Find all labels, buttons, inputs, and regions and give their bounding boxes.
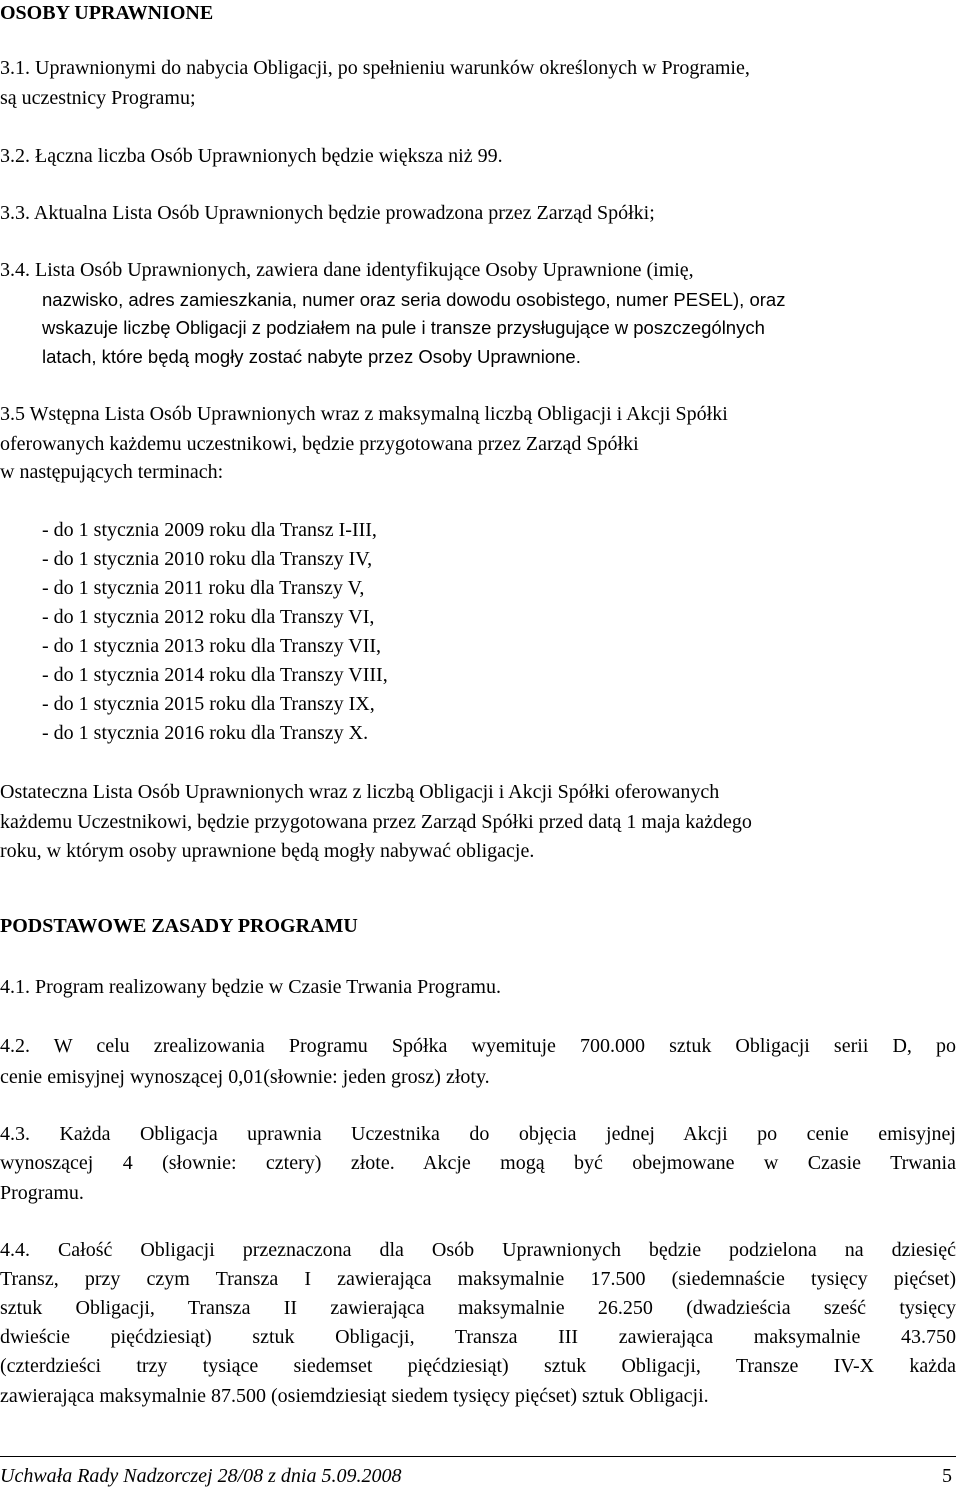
footer-divider [0, 1456, 956, 1457]
paragraph-4-4-line-3: sztuk Obligacji, Transza II zawierająca maksymalnie 26.250 (dwadzieścia sześć tysięcy [0, 1297, 956, 1319]
page-number: 5 [942, 1465, 952, 1487]
paragraph-3-1-line-1: 3.1. Uprawnionymi do nabycia Obligacji, po spełnieniu warunków określonych w Programie, [0, 57, 750, 79]
paragraph-4-3-line-3: Programu. [0, 1182, 84, 1204]
paragraph-3-4-line-4: latach, które będą mogły zostać nabyte przez Osoby Uprawnione. [42, 346, 581, 367]
list-item: - do 1 stycznia 2010 roku dla Transzy IV, [42, 548, 373, 570]
final-list-line-2: każdemu Uczestnikowi, będzie przygotowana przez Zarząd Spółki przed datą 1 maja każdego [0, 811, 752, 833]
paragraph-3-2: 3.2. Łączna liczba Osób Uprawnionych będzie większa niż 99. [0, 145, 503, 167]
list-item: - do 1 stycznia 2011 roku dla Transzy V, [42, 577, 365, 599]
list-item: - do 1 stycznia 2016 roku dla Transzy X. [42, 722, 369, 744]
section-heading-osoby-uprawnione: OSOBY UPRAWNIONE [0, 2, 214, 24]
paragraph-3-1-line-2: są uczestnicy Programu; [0, 87, 196, 109]
paragraph-3-4-line-1: 3.4. Lista Osób Uprawnionych, zawiera dane identyfikujące Osoby Uprawnione (imię, [0, 259, 694, 281]
final-list-line-1: Ostateczna Lista Osób Uprawnionych wraz z liczbą Obligacji i Akcji Spółki oferowanych [0, 781, 720, 803]
paragraph-4-1: 4.1. Program realizowany będzie w Czasie Trwania Programu. [0, 976, 501, 998]
paragraph-4-3-line-2: wynoszącej 4 (słownie: cztery) złote. Akcje mogą być obejmowane w Czasie Trwania [0, 1152, 956, 1174]
paragraph-4-4-line-4: dwieście pięćdziesiąt) sztuk Obligacji, Transza III zawierająca maksymalnie 43.750 [0, 1326, 956, 1348]
page-footer [0, 1464, 956, 1488]
list-item: - do 1 stycznia 2009 roku dla Transz I-III, [42, 519, 377, 541]
paragraph-4-4-line-5: (czterdzieści trzy tysiące siedemset pięćdziesiąt) sztuk Obligacji, Transze IV-X każda [0, 1355, 956, 1377]
list-item: - do 1 stycznia 2012 roku dla Transzy VI, [42, 606, 375, 628]
paragraph-4-2-line-1: 4.2. W celu zrealizowania Programu Spółka wyemituje 700.000 sztuk Obligacji serii D, po [0, 1035, 956, 1057]
paragraph-4-2-line-2: cenie emisyjnej wynoszącej 0,01(słownie: jeden grosz) złoty. [0, 1066, 490, 1088]
final-list-line-3: roku, w którym osoby uprawnione będą mogły nabywać obligacje. [0, 840, 535, 862]
paragraph-3-3: 3.3. Aktualna Lista Osób Uprawnionych będzie prowadzona przez Zarząd Spółki; [0, 202, 655, 224]
list-item: - do 1 stycznia 2015 roku dla Transzy IX, [42, 693, 375, 715]
footer-text: Uchwała Rady Nadzorczej 28/08 z dnia 5.09.2008 [0, 1465, 402, 1487]
paragraph-3-5-line-2: oferowanych każdemu uczestnikowi, będzie przygotowana przez Zarząd Spółki [0, 433, 639, 455]
list-item: - do 1 stycznia 2014 roku dla Transzy VIII, [42, 664, 388, 686]
paragraph-4-4-line-6: zawierająca maksymalnie 87.500 (osiemdziesiąt siedem tysięcy pięćset) sztuk Obligacji. [0, 1385, 709, 1407]
paragraph-4-4-line-1: 4.4. Całość Obligacji przeznaczona dla Osób Uprawnionych będzie podzielona na dziesięć [0, 1239, 956, 1261]
paragraph-3-5-line-3: w następujących terminach: [0, 461, 224, 483]
paragraph-3-4-line-2: nazwisko, adres zamieszkania, numer oraz seria dowodu osobistego, numer PESEL), oraz [42, 289, 786, 310]
paragraph-4-4-line-2: Transz, przy czym Transza I zawierająca maksymalnie 17.500 (siedemnaście tysięcy pięćset) [0, 1268, 956, 1290]
paragraph-4-3-line-1: 4.3. Każda Obligacja uprawnia Uczestnika do objęcia jednej Akcji po cenie emisyjnej [0, 1123, 956, 1145]
paragraph-3-5-line-1: 3.5 Wstępna Lista Osób Uprawnionych wraz z maksymalną liczbą Obligacji i Akcji Spółki [0, 403, 728, 425]
paragraph-3-4-line-3: wskazuje liczbę Obligacji z podziałem na pule i transze przysługujące w poszczególnych [42, 317, 765, 338]
list-item: - do 1 stycznia 2013 roku dla Transzy VII, [42, 635, 382, 657]
section-heading-podstawowe-zasady: PODSTAWOWE ZASADY PROGRAMU [0, 915, 358, 937]
